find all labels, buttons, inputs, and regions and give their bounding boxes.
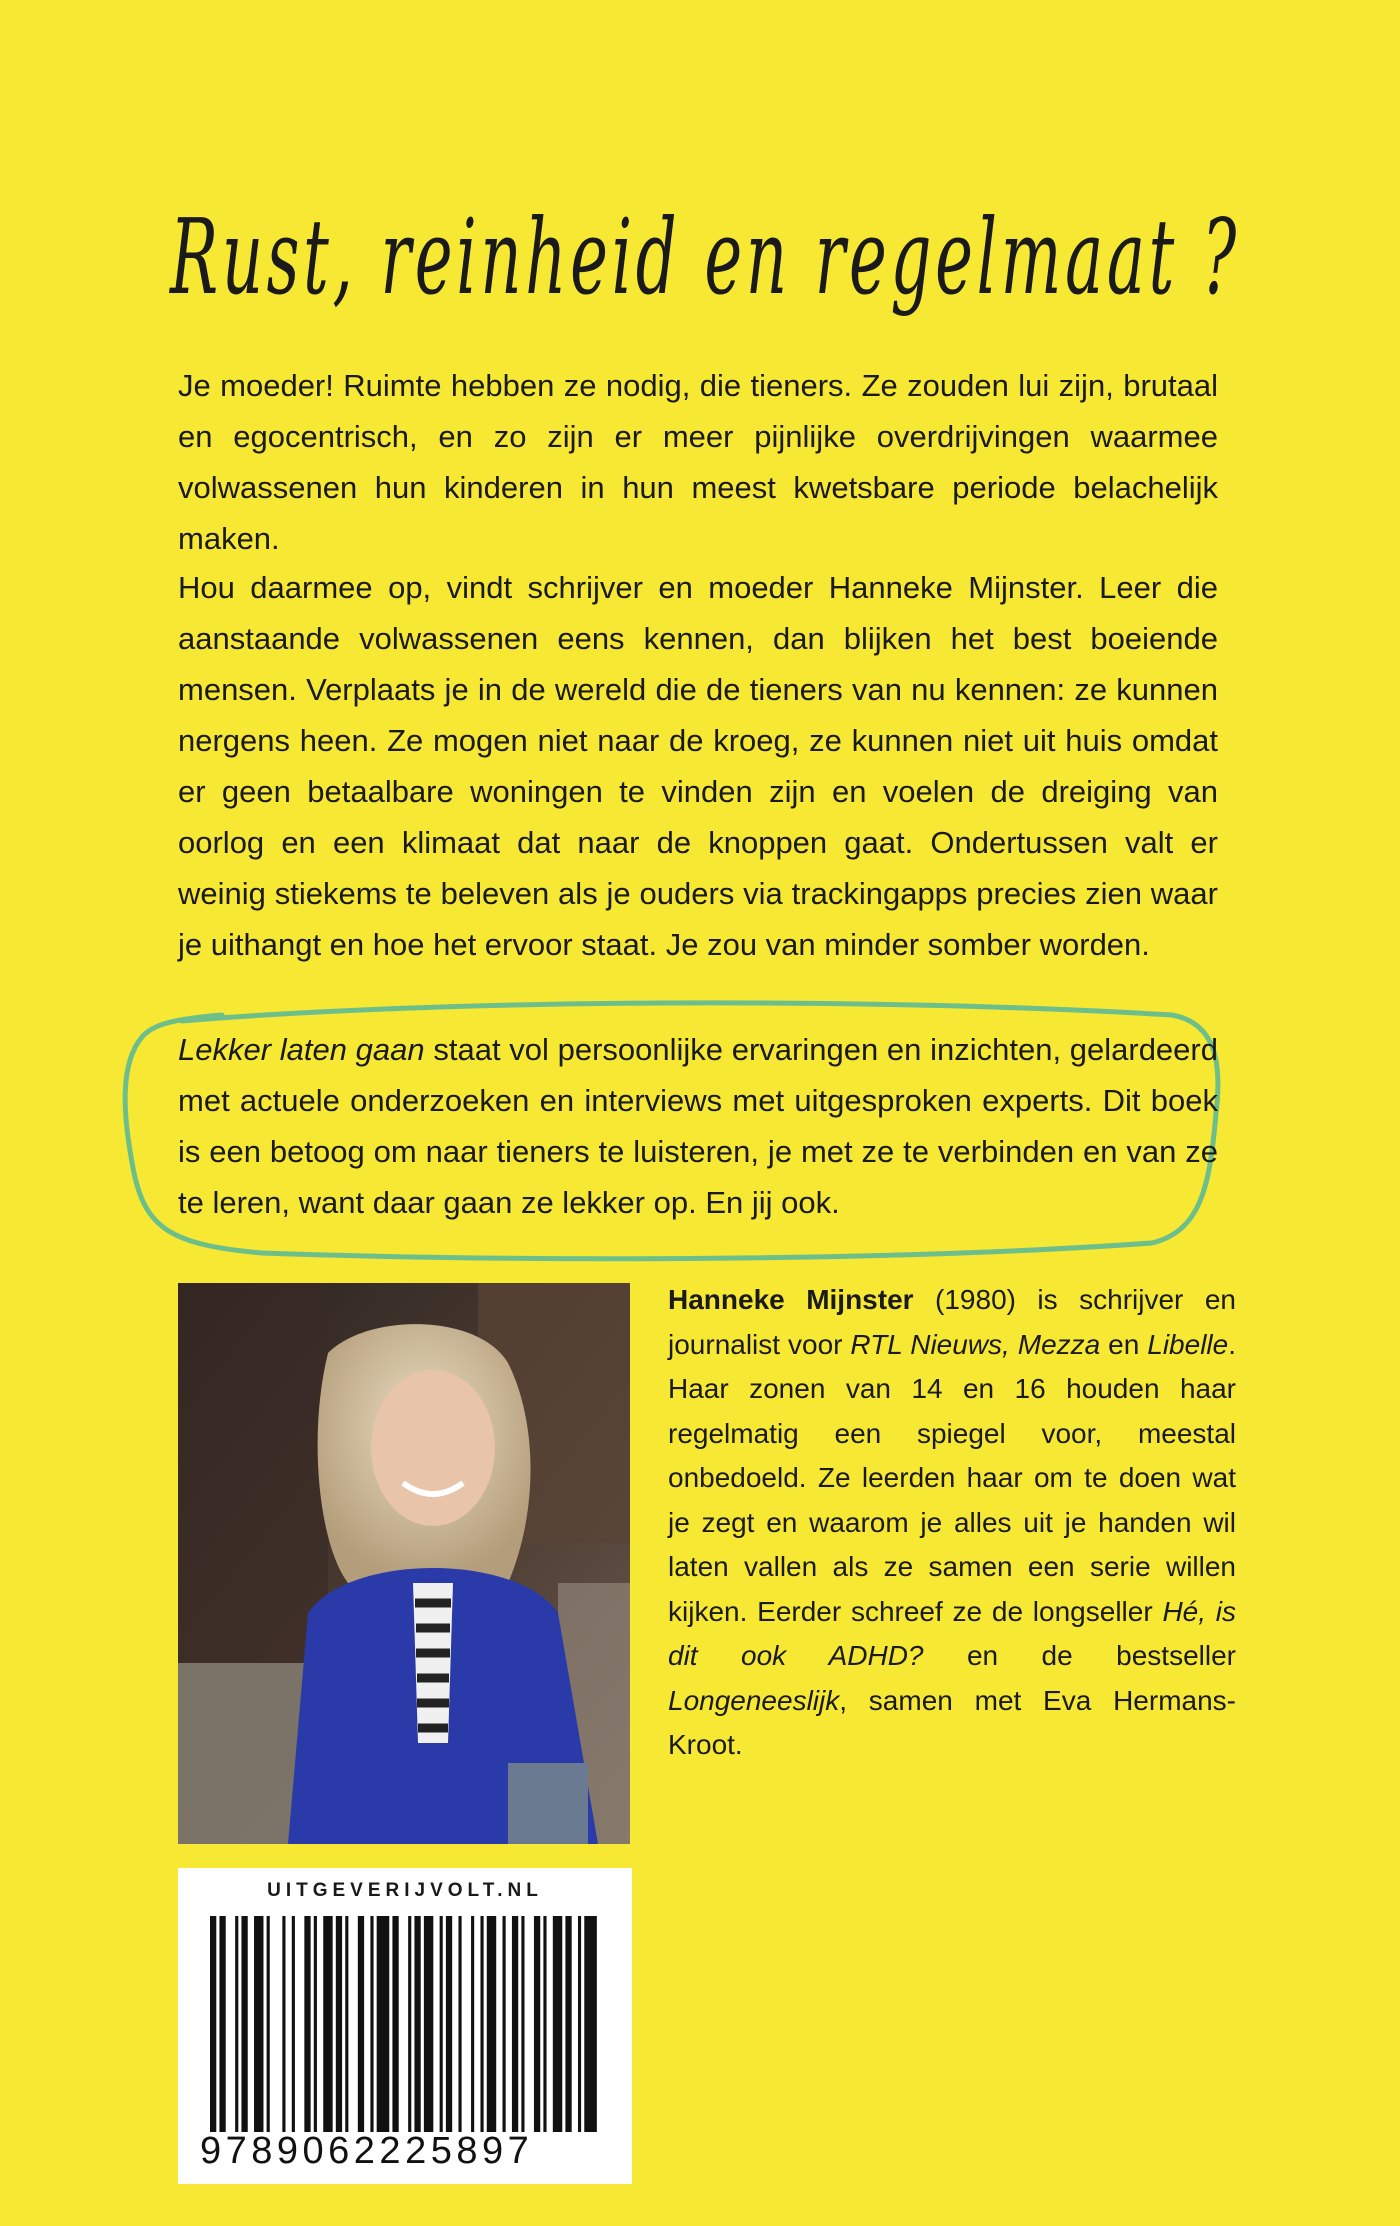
barcode-bar [210,1916,216,2132]
barcode [210,1916,600,2132]
publisher-url: UITGEVERIJVOLT.NL [267,1880,543,1901]
barcode-bar [358,1916,364,2132]
barcode-bar [458,1916,461,2132]
headline-text: Rust, reinheid en regelmaat ? [168,196,1241,318]
barcode-bar [408,1916,411,2132]
barcode-panel [178,1868,632,2184]
body-paragraph: Hou daarmee op, vindt schrijver en moeder Hanneke Mijnster. Leer die aanstaande volwassenen eens kennen, dan blijken het best boeiende mensen. Verplaats je in de wereld die de tieners van nu kennen: ze kunnen nergens heen. Ze mogen niet naar de kroeg, ze kunnen niet uit huis omdat er geen betaalbare woningen te vinden zijn en voelen de dreiging van oorlog en een klimaat dat naar de knoppen gaat. Ondertussen valt er weinig stiekems te beleven als je ouders via trackingapps precies zien waar je uithangt en hoe het ervoor staat. Je zou van minder somber worden. [178,570,1218,962]
book-title: Lekker laten gaan [178,1032,425,1067]
barcode-bar [543,1916,546,2132]
intro-paragraph: Je moeder! Ruimte hebben ze nodig, die tieners. Ze zouden lui zijn, brutaal en egocentrisch, en zo zijn er meer pijnlijke overdrijvingen waarmee volwassenen hun kinderen in hun meest kwetsbare periode belachelijk maken. [178,368,1218,556]
bio-text: en [1100,1328,1148,1360]
barcode-bar [534,1916,540,2132]
barcode-bar [578,1916,581,2132]
bio-italic: Libelle [1147,1328,1229,1360]
barcode-bar [219,1916,225,2132]
barcode-bar [512,1916,518,2132]
barcode-bar [323,1916,332,2132]
barcode-bar [480,1916,483,2132]
bio-text: en de bestseller [923,1640,1236,1671]
barcode-bar [292,1916,295,2132]
summary-paragraph [178,1024,1218,1228]
barcode-bar [370,1916,373,2132]
barcode-bar [471,1916,474,2132]
barcode-bar [235,1916,238,2132]
barcode-bar [282,1916,285,2132]
barcode-bar [521,1916,524,2132]
barcode-bar [241,1916,247,2132]
summary-text: staat vol persoonlijke ervaringen en inzichten, gelardeerd met actuele onderzoeken en interviews met uitgesproken experts. Dit boek is een betoog om naar tieners te luisteren, je met ze te verbinden en van ze te leren, want daar gaan ze lekker op. En jij ook. [178,1032,1218,1220]
bio-italic: Longeneeslijk [668,1684,840,1716]
bio-text: (1980) is schrijver en journalist voor [668,1284,1236,1360]
barcode-bar [336,1916,342,2132]
handwritten-headline [170,185,1250,335]
barcode-bar [254,1916,263,2132]
bio-italic: RTL Nieuws, Mezza [850,1328,1101,1360]
barcode-bar [503,1916,506,2132]
barcode-bar [377,1916,390,2132]
isbn-number: 9789062225897 [200,2130,534,2172]
bio-text: , samen met Eva Hermans-Kroot. [668,1684,1236,1760]
barcode-bar [584,1916,597,2132]
barcode-bar [392,1916,398,2132]
barcode-bar [345,1916,348,2132]
barcode-bar [565,1916,571,2132]
barcode-bar [440,1916,443,2132]
barcode-bar [414,1916,420,2132]
bio-italic: Hé, is dit ook ADHD? [668,1595,1237,1671]
author-photo [178,1283,630,1844]
bio-text: . Haar zonen van 14 en 16 houden haar regelmatig een spiegel voor, meestal onbedoeld. Ze leerden haar om te doen wat je zegt en waarom je alles uit je handen wil laten vallen als ze samen een serie willen kijken. Eerder schreef ze de longseller [668,1328,1236,1627]
barcode-bar [304,1916,310,2132]
barcode-bar [424,1916,433,2132]
barcode-bar [267,1916,270,2132]
barcode-bar [446,1916,452,2132]
author-name: Hanneke Mijnster [668,1284,914,1315]
author-bio [668,1278,1236,1768]
barcode-bar [553,1916,562,2132]
barcode-bar [487,1916,496,2132]
barcode-bar [314,1916,317,2132]
